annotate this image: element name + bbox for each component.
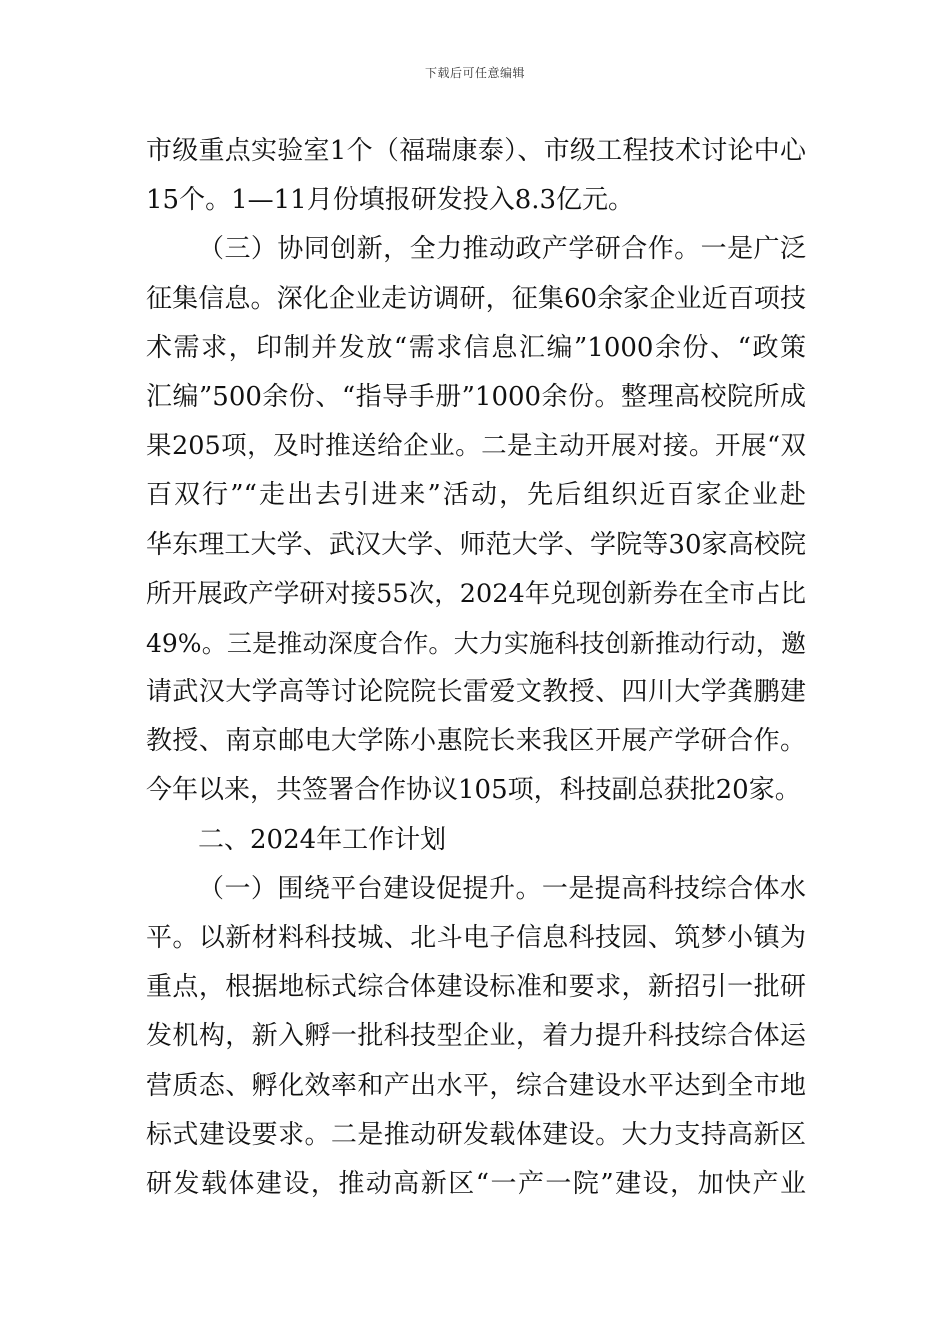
text-line: 营质态、孵化效率和产出水平，综合建设水平达到全市地 bbox=[146, 1070, 806, 1101]
text-line: 平。以新材料科技城、北斗电子信息科技园、筑梦小镇为 bbox=[146, 923, 806, 953]
text-line: 汇编”500余份、“指导手册”1000余份。整理高校院所成 bbox=[146, 381, 806, 412]
text-line: 所开展政产学研对接55次，2024年兑现创新券在全市占比 bbox=[146, 578, 806, 609]
text-line: 百双行”“走出去引进来”活动，先后组织近百家企业赴 bbox=[146, 480, 806, 511]
text-line: 市级重点实验室1个（福瑞康泰）、市级工程技术讨论中心 bbox=[146, 136, 806, 166]
text-line: 征集信息。深化企业走访调研，征集60余家企业近百项技 bbox=[146, 283, 806, 314]
section-heading-line: （三）协同创新，全力推动政产学研合作。一是广泛 bbox=[198, 234, 806, 265]
text-line: 研发载体建设，推动高新区“一产一院”建设，加快产业 bbox=[146, 1168, 806, 1199]
text-line: 15个。1—11月份填报研发投入8.3亿元。 bbox=[146, 185, 635, 216]
chapter-heading-line: 二、2024年工作计划 bbox=[198, 824, 447, 855]
body-text bbox=[146, 127, 806, 1209]
text-line: 请武汉大学高等讨论院院长雷爱文教授、四川大学龚鹏建 bbox=[146, 677, 806, 708]
text-line: 今年以来，共签署合作协议105项，科技副总获批20家。 bbox=[146, 775, 801, 806]
text-line: 果205项，及时推送给企业。二是主动开展对接。开展“双 bbox=[146, 431, 806, 462]
text-line: 教授、南京邮电大学陈小惠院长来我区开展产学研合作。 bbox=[146, 726, 806, 757]
text-line: 术需求，印制并发放“需求信息汇编”1000余份、“政策 bbox=[146, 332, 806, 363]
section-heading-line: （一）围绕平台建设促提升。一是提高科技综合体水 bbox=[198, 873, 806, 904]
text-line: 重点，根据地标式综合体建设标准和要求，新招引一批研 bbox=[146, 972, 806, 1003]
page-header: 下载后可任意编辑 bbox=[424, 66, 525, 80]
text-line: 发机构，新入孵一批科技型企业，着力提升科技综合体运 bbox=[146, 1021, 806, 1052]
text-line: 49%。三是推动深度合作。大力实施科技创新推动行动，邀 bbox=[146, 628, 806, 658]
text-line: 标式建设要求。二是推动研发载体建设。大力支持高新区 bbox=[146, 1119, 806, 1150]
text-line: 华东理工大学、武汉大学、师范大学、学院等30家高校院 bbox=[146, 529, 806, 560]
